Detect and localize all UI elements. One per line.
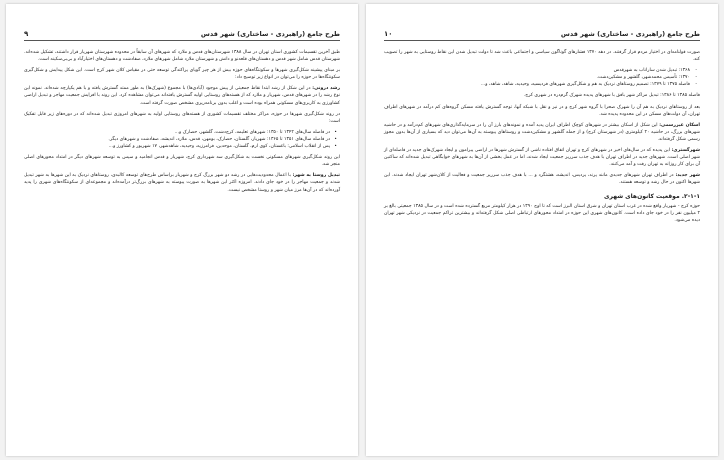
paragraph: این روند شکل‌گیری شهرهای مسکونی نخست به شکل‌گیری سه شهرداری کرج، شهریار و قدس انجامید و سپس به توسعه شهرهای دیگر در امتداد محورهای اصلی منجر شد. bbox=[24, 155, 340, 168]
paragraph-lead: رشد درونی: bbox=[312, 86, 340, 92]
list-item: - ۱۳۶۸: تبدیل شدن ساراناب به شهرقدس bbox=[384, 67, 690, 74]
paragraph: فاصله ۱۳۸۵ تا ۱۳۸۶: تبدیل مراکز شهر بافق با شهرهای پدیده شهرک گرم‌دره در شهری کرج. bbox=[523, 93, 700, 99]
document-spread bbox=[6, 4, 718, 456]
paragraph bbox=[384, 172, 700, 186]
list-item: • پس از انقلاب اسلامی: باغستان، کوی ارم، گلستان، موحدین، فرامرزیه، وحیدیه، شاهدشهر، ۱۷ شهریور و کشاورز و... bbox=[24, 143, 330, 150]
paragraph: در روند شکل‌گیری شهرها در حوزه، مراکز مختلف تقسیمات کشوری از هسته‌های روستایی اولیه به شهرهای امروزی تبدیل شده‌اند که در دوره‌های زیر قابل تفکیک است: bbox=[24, 111, 340, 124]
paragraph-text: این پدیده که در سال‌های اخیر در شهرهای کرج و تهران اتفاق افتاده ناشی از گسترش شهرها در اراضی پیرامون و ایجاد شهرک‌های جدید در فاصله‌ای از شهر اصلی است. شهرهای جدید در اطراف تهران با هدف جذب سرریز جمعیت ایجاد شدند، اما در عمل بخشی از آن‌ها به شهرهای خوابگاهی تبدیل شده‌اند که ساکنین آن برای کار روزانه به تهران رفت و آمد می‌کنند. bbox=[384, 148, 700, 168]
paragraph-lead: تبدیل روستا به شهر: bbox=[292, 173, 341, 179]
section-heading: ۲-۱-۱. موقعیت کانون‌های شهری bbox=[604, 192, 700, 200]
paragraph-text: با اعمال محدودیت‌هایی در رشد دو شهر بزرگ کرج و شهریار براساس طرح‌های توسعه کالبدی، روستاهای نزدیک به این شهرها به شهر تبدیل شدند و جمعیت مهاجر را در خود جای دادند. امروزه اکثر این شهرها به صورت پیوسته به شهرهای بزرگ‌تر درآمده‌اند و مجموعه‌ای از سکونتگاه‌های شهری را پدید آورده‌اند که در آن‌ها مرز میان شهر و روستا مشخص نیست. bbox=[24, 173, 340, 193]
page-body bbox=[384, 49, 700, 224]
paragraph: صورت قولنامه‌ای در اختیار مردم قرار گرفتند. در دهه ۱۳۷۰ فشارهای گوناگون سیاسی و اجتماعی باعث شد تا دولت تبدیل شدن این نقاط روستایی به شهر را تصویب کند. bbox=[384, 50, 700, 63]
paragraph-lead: شهرگستری: bbox=[671, 148, 700, 154]
paragraph-text: در اطراف تهران شهرهای جدیدی مانند پرند، پردیس، اندیشه، هشتگرد و ... با هدف جذب سرریز جمعیت و فعالیت از کلان‌شهر تهران ایجاد شدند. این شهرها اکنون در حال رشد و توسعه هستند. bbox=[384, 173, 700, 186]
paragraph bbox=[24, 172, 340, 193]
running-header bbox=[384, 16, 700, 41]
page-body bbox=[24, 49, 340, 194]
list bbox=[384, 67, 700, 88]
paragraph bbox=[384, 147, 700, 168]
list-item: - فاصله ۱۳۷۵ تا ۱۳۷۹: تصمیم روستاهای نزدیک به هم و شکل‌گیری شهرهای فردیسیه، وحیدیه، شاهد، شاهد، و... bbox=[384, 81, 690, 88]
page-number: ۱۰ bbox=[384, 30, 393, 38]
paragraph: طبق آخرین تقسیمات کشوری استان تهران در سال ۱۳۸۸ شهرستان‌های قدس و ملارد که شهرهای آن سابقاً در محدوده شهرستان شهریار قرار داشتند، تشکیل شده‌اند. شهرستان قدس شامل شهر قدس و دهستان‌های قلعه‌نو و دانش و شهرستان ملارد شامل شهرهای ملارد، صفادشت و دهستان‌های اختیارآباد و بی‌بی‌سکینه است. bbox=[24, 50, 341, 63]
paragraph bbox=[24, 85, 340, 106]
page-right bbox=[366, 4, 718, 456]
paragraph: حوزه کرج - شهریار واقع شده در غرب استان تهران و شرق استان البرز است که تا اوج ۱۳۹۰ در هزار کیلومتر مربع گسترده شده است و در سال ۱۳۸۵ جمعیتی بالغ بر ۲ میلیون نفر را در خود جای داده است. کانون‌های شهری این حوزه در امتداد محورهای ارتباطی اصلی شکل گرفته‌اند و بیشترین تراکم جمعیت در نزدیکی شهر تهران دیده می‌شود. bbox=[384, 203, 700, 223]
paragraph-text: در این شکل از رشد ابتدا نقاط جمعیتی از پیش موجود (آبادی‌ها) با مجموع (شهرک‌ها) به طور ممتد گسترش یافته و با هم یکپارچه شده‌اند. نمونه این نوع رشد را در شهرهای قدس، شهریار و ملارد که از هسته‌های روستایی اولیه گسترش یافته‌اند می‌توان مشاهده کرد. این روند با افزایش جمعیت مهاجر و تبدیل اراضی کشاورزی به کاربری‌های مسکونی همراه بوده است و اغلب بدون برنامه‌ریزی مشخص صورت گرفته است. bbox=[24, 86, 340, 106]
paragraph: بعد از روستاهای نزدیک به هم آن را شهرک صحرا با گروه شهر کرج و در نیز و نقل با شبکه آنها، توجه گسترش یافته مسکن گروه‌های کم درآمد در شهرهای اطراف تهران، آن دولت‌های مسکن در این محدوده پدیده شد. bbox=[384, 104, 700, 117]
header-title: طرح جامع (راهبردی - ساختاری) شهر قدس bbox=[560, 30, 700, 38]
page-left bbox=[6, 4, 358, 456]
list-item: - ۱۳۷۰: تأسیس محمدشهر، گلشهر و مشکین‌دشت. bbox=[384, 74, 690, 81]
paragraph-text: این شکل از اسکان بیشتر در شهرهای کوچک اطراف ایران پدید آمده و نمونه‌های بارز آن را در سرمایه‌گذاری‌های شهرهای کم‌درآمد و در حاشیه شهرهای بزرگ، در حاشیه ۲۰ کیلومتری (در شهرستان کرج) و از جمله گلشهر و مشکین‌دشت و روستاهای پیوسته به آن‌ها می‌توان دید که بسیاری از آن‌ها بدون مجوز رسمی شکل گرفته‌اند. bbox=[384, 122, 700, 142]
paragraph bbox=[384, 122, 700, 143]
list-item: • در فاصله سال‌های ۱۳۵۱ تا ۱۳۶۵: شهریار، گلستان، حصارک، بومهن، قدس، ملارد، اندیشه، صفادشت و شهرهای دیگر. bbox=[24, 136, 330, 143]
bullet-list bbox=[24, 129, 340, 150]
page-number: ۹ bbox=[24, 30, 29, 38]
list-item: • در فاصله سال‌های ۱۳۴۲ تا ۱۳۵۰: شهرهای تعلیمه، کرج‌دشت، گلشهر، حصارک و... bbox=[24, 129, 330, 136]
header-title: طرح جامع (راهبردی - ساختاری) شهر قدس bbox=[200, 30, 340, 38]
paragraph-lead: اسکان غیررسمی: bbox=[659, 122, 700, 128]
paragraph-lead: شهر جدید: bbox=[675, 173, 700, 179]
running-header bbox=[24, 16, 340, 41]
paragraph: بر مبنای پیشینه شکل‌گیری شهرها و سکونتگاه‌های حوزه بیش از هر چیز گویای پراکندگی توسعه حتی در مقیاس کلان شهر کرج است. این شکل پیدایش و شکل‌گیری سکونتگاه‌ها در حوزه را می‌توان در انواع زیر توضیح داد: bbox=[24, 68, 340, 81]
